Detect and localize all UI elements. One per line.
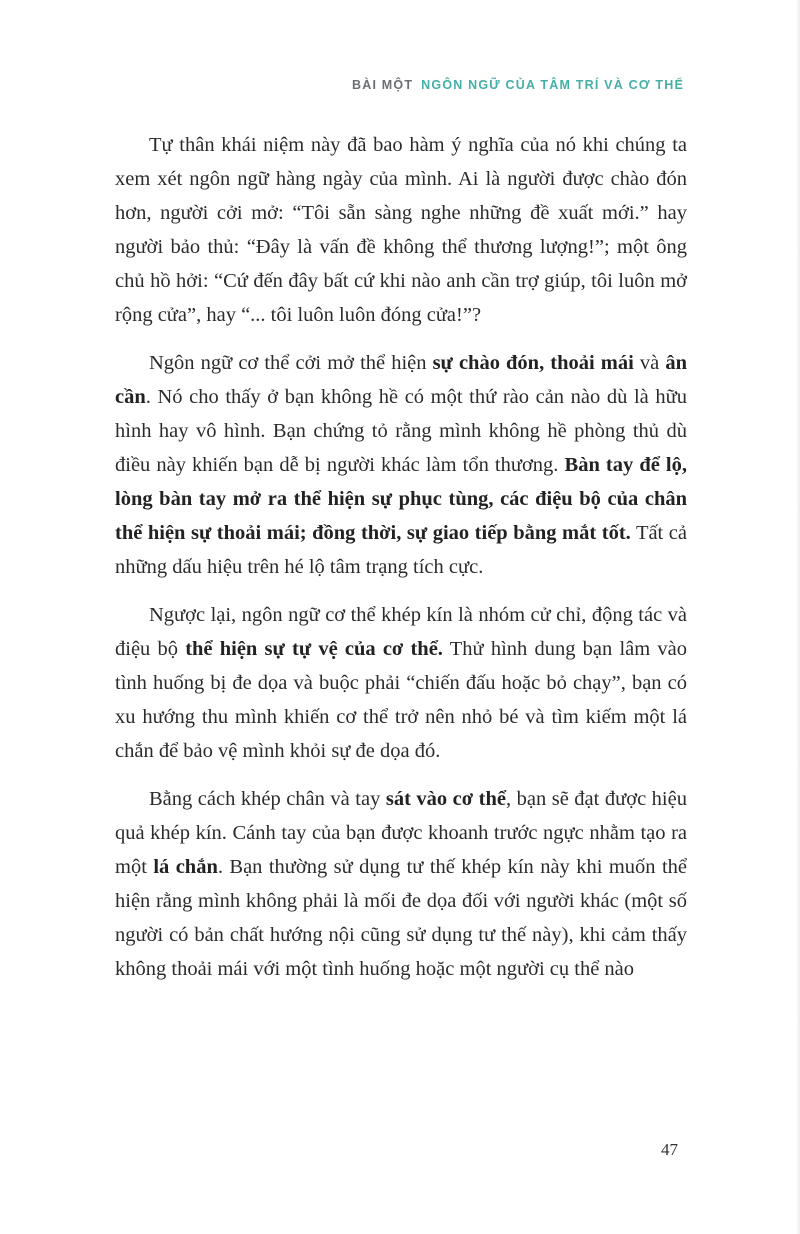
paragraph: Bằng cách khép chân và tay sát vào cơ thể, bạn sẽ đạt được hiệu quả khép kín. Cánh tay của bạn được khoanh trước ngực nhằm tạo ra một lá chắn. Bạn thường sử dụng tư thế khép kín này khi muốn thể hiện rằng mình không phải là mối đe dọa đối với người khác (một số người có bản chất hướng nội cũng sử dụng tư thế này), khi cảm thấy không thoải mái với một tình huống hoặc một người cụ thể nào — [115, 788, 687, 980]
paragraph: Ngược lại, ngôn ngữ cơ thể khép kín là nhóm cử chỉ, động tác và điệu bộ thể hiện sự tự vệ của cơ thể. Thử hình dung bạn lâm vào tình huống bị đe dọa và buộc phải “chiến đấu hoặc bỏ chạy”, bạn có xu hướng thu mình khiến cơ thể trở nên nhỏ bé và tìm kiếm một lá chắn để bảo vệ mình khỏi sự đe dọa đó. — [115, 604, 687, 762]
page-number: 47 — [661, 1140, 678, 1159]
chapter-label: BÀI MỘT — [352, 78, 414, 92]
paragraph: Ngôn ngữ cơ thể cởi mở thể hiện sự chào đón, thoải mái và ân cần. Nó cho thấy ở bạn không hề có một thứ rào cản nào dù là hữu hình hay vô hình. Bạn chứng tỏ rằng mình không hề phòng thủ dù điều này khiến bạn dễ bị người khác làm tổn thương. Bàn tay để lộ, lòng bàn tay mở ra thể hiện sự phục tùng, các điệu bộ của chân thể hiện sự thoải mái; đồng thời, sự giao tiếp bằng mắt tốt. Tất cả những dấu hiệu trên hé lộ tâm trạng tích cực. — [115, 352, 687, 578]
chapter-title: NGÔN NGỮ CỦA TÂM TRÍ VÀ CƠ THỂ — [421, 78, 684, 92]
page-body — [115, 128, 687, 1000]
running-head — [352, 78, 684, 92]
paragraph: Tự thân khái niệm này đã bao hàm ý nghĩa của nó khi chúng ta xem xét ngôn ngữ hàng ngày của mình. Ai là người được chào đón hơn, người cởi mở: “Tôi sẵn sàng nghe những đề xuất mới.” hay người bảo thủ: “Đây là vấn đề không thể thương lượng!”; một ông chủ hồ hởi: “Cứ đến đây bất cứ khi nào anh cần trợ giúp, tôi luôn mở rộng cửa”, hay “... tôi luôn luôn đóng cửa!”? — [115, 134, 687, 326]
